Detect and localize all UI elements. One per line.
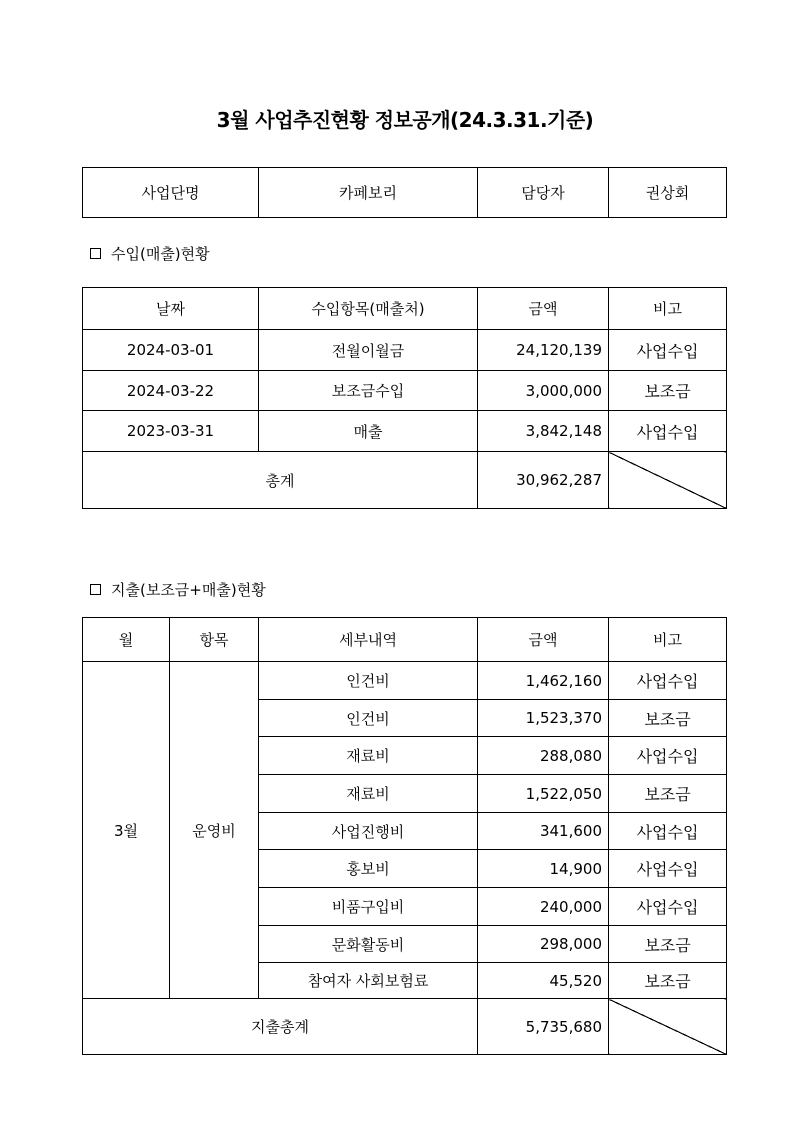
table-row xyxy=(83,371,727,411)
income-amount: 3,000,000 xyxy=(478,371,609,411)
expense-detail: 재료비 xyxy=(259,737,478,775)
expense-amount: 1,523,370 xyxy=(478,700,609,737)
expense-amount: 45,520 xyxy=(478,963,609,999)
expense-note: 사업수입 xyxy=(609,888,727,926)
expense-table xyxy=(82,617,727,1055)
expense-note: 사업수입 xyxy=(609,662,727,700)
expense-detail: 인건비 xyxy=(259,662,478,700)
income-header-amount: 금액 xyxy=(478,288,609,330)
income-total-amount: 30,962,287 xyxy=(478,452,609,509)
manager-name: 권상회 xyxy=(609,168,727,218)
table-row xyxy=(83,411,727,452)
income-header-row xyxy=(83,288,727,330)
income-item: 전월이월금 xyxy=(259,330,478,371)
expense-header-amount: 금액 xyxy=(478,618,609,662)
income-section-heading xyxy=(90,243,210,264)
expense-note: 보조금 xyxy=(609,700,727,737)
expense-amount: 298,000 xyxy=(478,926,609,963)
expense-detail: 비품구입비 xyxy=(259,888,478,926)
expense-header-detail: 세부내역 xyxy=(259,618,478,662)
checkbox-square-icon xyxy=(90,248,101,259)
expense-note: 사업수입 xyxy=(609,737,727,775)
expense-detail: 문화활동비 xyxy=(259,926,478,963)
expense-header-category: 항목 xyxy=(170,618,259,662)
project-info-table xyxy=(82,167,727,218)
expense-amount: 14,900 xyxy=(478,850,609,888)
income-section-title: 수입(매출)현황 xyxy=(111,245,210,263)
expense-amount: 341,600 xyxy=(478,813,609,850)
expense-detail: 인건비 xyxy=(259,700,478,737)
page-title: 3월 사업추진현황 정보공개(24.3.31.기준) xyxy=(216,108,594,132)
expense-total-label: 지출총계 xyxy=(83,999,478,1055)
expense-detail: 참여자 사회보험료 xyxy=(259,963,478,999)
manager-label: 담당자 xyxy=(478,168,609,218)
expense-header-note: 비고 xyxy=(609,618,727,662)
income-date: 2024-03-22 xyxy=(83,371,259,411)
expense-total-amount: 5,735,680 xyxy=(478,999,609,1055)
expense-section-title: 지출(보조금+매출)현황 xyxy=(111,581,266,599)
income-amount: 3,842,148 xyxy=(478,411,609,452)
expense-note: 보조금 xyxy=(609,926,727,963)
income-date: 2024-03-01 xyxy=(83,330,259,371)
expense-section-heading xyxy=(90,579,266,600)
expense-note: 보조금 xyxy=(609,963,727,999)
project-label: 사업단명 xyxy=(83,168,259,218)
expense-amount: 1,462,160 xyxy=(478,662,609,700)
expense-amount: 1,522,050 xyxy=(478,775,609,813)
table-row xyxy=(83,662,727,700)
diagonal-empty-cell xyxy=(609,999,727,1055)
diagonal-empty-cell xyxy=(609,452,727,509)
income-note: 사업수입 xyxy=(609,411,727,452)
expense-total-row xyxy=(83,999,727,1055)
income-note: 보조금 xyxy=(609,371,727,411)
expense-header-month: 월 xyxy=(83,618,170,662)
expense-header-row xyxy=(83,618,727,662)
checkbox-square-icon xyxy=(90,584,101,595)
expense-note: 사업수입 xyxy=(609,813,727,850)
income-header-item: 수입항목(매출처) xyxy=(259,288,478,330)
income-item: 보조금수입 xyxy=(259,371,478,411)
project-name: 카페보리 xyxy=(259,168,478,218)
income-header-note: 비고 xyxy=(609,288,727,330)
income-header-date: 날짜 xyxy=(83,288,259,330)
income-note: 사업수입 xyxy=(609,330,727,371)
income-item: 매출 xyxy=(259,411,478,452)
expense-category: 운영비 xyxy=(170,662,259,999)
expense-detail: 사업진행비 xyxy=(259,813,478,850)
income-total-label: 총계 xyxy=(83,452,478,509)
income-date: 2023-03-31 xyxy=(83,411,259,452)
income-total-row xyxy=(83,452,727,509)
expense-note: 사업수입 xyxy=(609,850,727,888)
expense-detail: 재료비 xyxy=(259,775,478,813)
expense-detail: 홍보비 xyxy=(259,850,478,888)
expense-note: 보조금 xyxy=(609,775,727,813)
expense-amount: 288,080 xyxy=(478,737,609,775)
income-amount: 24,120,139 xyxy=(478,330,609,371)
expense-month: 3월 xyxy=(83,662,170,999)
income-table xyxy=(82,287,727,509)
table-row xyxy=(83,330,727,371)
expense-amount: 240,000 xyxy=(478,888,609,926)
